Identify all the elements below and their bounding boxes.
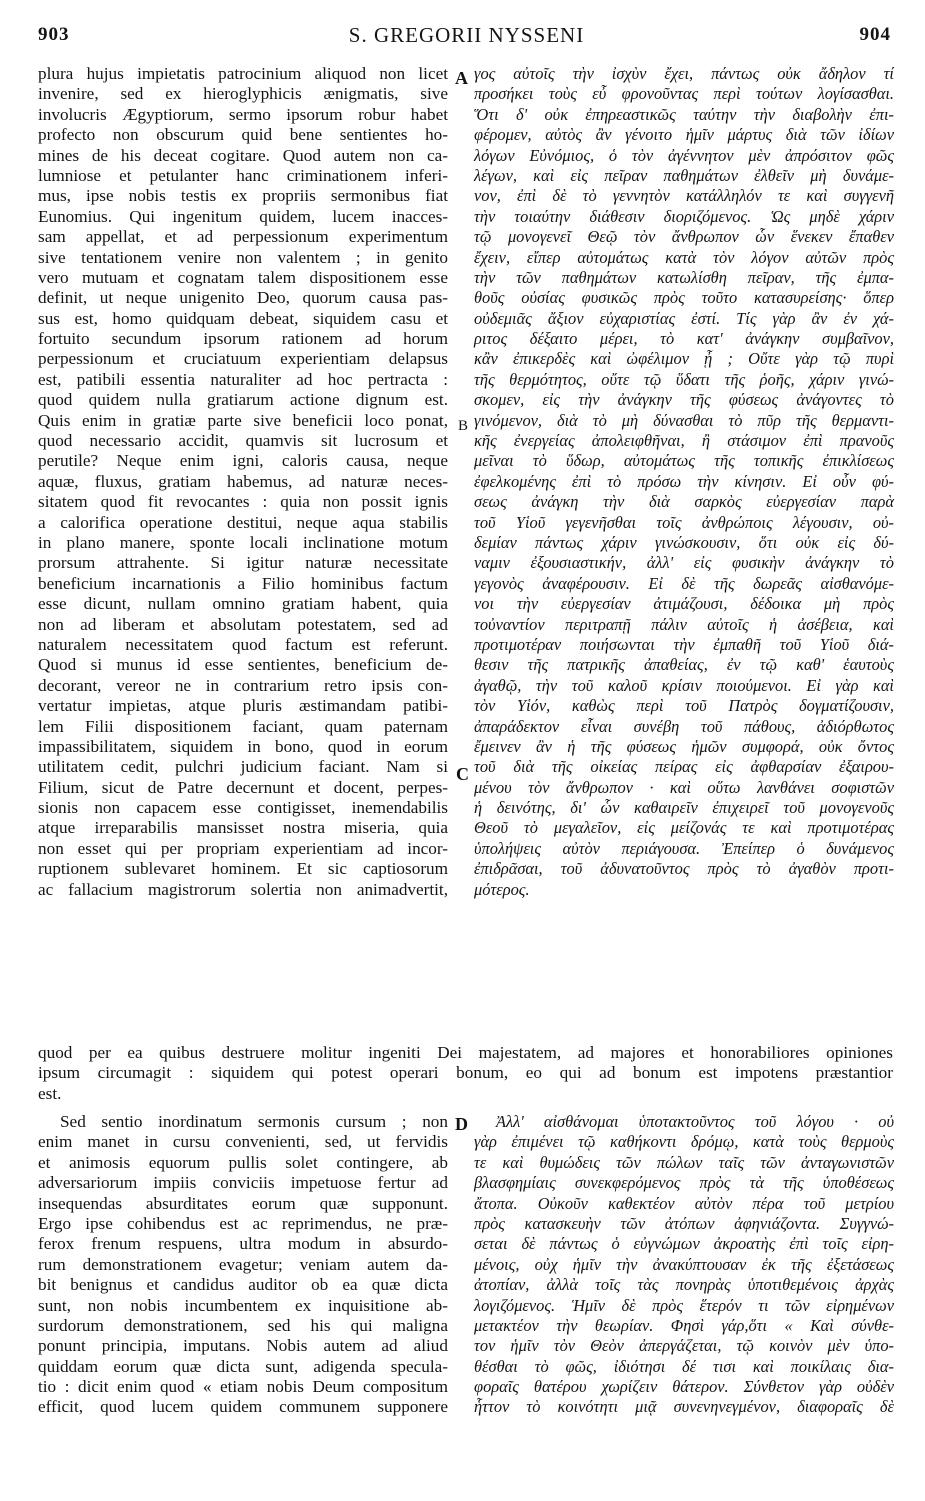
greek-text-line: τοῦ διὰ τῆς οἰκείας πείρας εἰς ἀφθαρσίαν ἐξαιρου- bbox=[474, 757, 894, 777]
greek-text-line: δεμίαν πάντως χάριν γινώσκουσιν, ὅτι οὐκ εἰς δύ- bbox=[474, 532, 894, 552]
margin-marker-a: A bbox=[455, 68, 468, 88]
latin-text-line: beneficium incarnationis a Filio hominibus factum bbox=[38, 573, 448, 593]
greek-text-line: ἄτοπα. Οὐκοῦν καθεκτέον αὐτὸν πέρα τοῦ μετρίου bbox=[474, 1193, 894, 1213]
right-column-number: 904 bbox=[859, 24, 891, 45]
greek-text-line: ριτος δέξαιτο μέρει, τὸ κατ' ἀνάγκην συμβαῖνον, bbox=[474, 329, 894, 349]
latin-text-line: et animosis equorum pullis solet contingere, ab bbox=[38, 1152, 448, 1172]
greek-text-line: λόγων Εὐνόμιος, ὁ τὸν ἀγέννητον μὲν ἀπρόσιτον φῶς bbox=[474, 145, 894, 165]
greek-text-line: βλασφημίαις συνεκφερόμενος πρὸς τὰ τῆς ὑποθέσεως bbox=[474, 1173, 894, 1193]
latin-text-line: lumniose et petulanter hanc criminationem inferi- bbox=[38, 165, 448, 185]
greek-text-line: Ἀλλ' αἰσθάνομαι ὑποτακτοῦντος τοῦ λόγου · οὐ bbox=[496, 1112, 894, 1131]
latin-column-section1 bbox=[38, 64, 448, 900]
latin-text-line: a calorifica operatione destitui, neque aqua stabilis bbox=[38, 512, 448, 532]
greek-text-line: προσήκει τοὺς εὖ φρονοῦντας περὶ τούτων λογίσασθαι. bbox=[474, 84, 894, 104]
latin-text-line: Filium, sicut de Patre decernunt et docent, perpes- bbox=[38, 777, 448, 797]
greek-text-line: φοραῖς θατέρου χωρίζειν θάτερον. Σύνθετον γὰρ οὐδὲν bbox=[474, 1377, 894, 1397]
greek-text-line: ἔχειν, εἴπερ αὐτομάτως κατὰ τὸν λόγον αὐτῶν πρὸς bbox=[474, 247, 894, 267]
greek-text-line: τῷ μονογενεῖ Θεῷ τὸν ἄνθρωπον ὧν ἕνεκεν ἔπαθεν bbox=[474, 227, 894, 247]
greek-text-line: νοι τὴν εὐεργεσίαν ἀτιμάζουσι, δέδοικα μὴ πρὸς bbox=[474, 594, 894, 614]
greek-column-section1 bbox=[474, 64, 894, 900]
latin-text-line: plura hujus impietatis patrocinium aliquod non licet bbox=[38, 64, 448, 83]
latin-text-line: perutile? Neque enim igni, caloris causa, neque bbox=[38, 451, 448, 471]
latin-text-line: Eunomius. Qui ingenitum quidem, lucem inacces- bbox=[38, 206, 448, 226]
latin-text-line: naturalem necessitatem quod factum est referunt. bbox=[38, 634, 448, 654]
latin-text-line: enim manet in cursu convenienti, sed, ut fervidis bbox=[38, 1132, 448, 1152]
running-title: S. GREGORII NYSSENI bbox=[348, 23, 585, 47]
greek-text-line: κῆς ἐνεργείας ἀπολειφθῆναι, ἢ στάσιμον ἐπὶ πρανοῦς bbox=[474, 431, 894, 451]
latin-text-line: bit benignus et candidus auditor ob ea quæ dicta bbox=[38, 1275, 448, 1295]
greek-text-line: τὴν τοιαύτην διάθεσιν διοριζόμενος. Ὡς μηδὲ χάριν bbox=[474, 206, 894, 226]
greek-text-line: μένοις, οὐχ ἡμῖν τὴν ἀνακύπτουσαν ἐκ τῆς ἐξετάσεως bbox=[474, 1254, 894, 1274]
latin-text-line: sus est, homo quidquam debeat, siquidem casu et bbox=[38, 308, 448, 328]
latin-text-line: profecto non obscurum quid bene sentientes ho- bbox=[38, 125, 448, 145]
greek-text-line: λογιζόμενος. Ἡμῖν δὲ πρὸς ἕτερόν τι τῶν εἰρημένων bbox=[474, 1295, 894, 1315]
latin-text-line: mus, ipse nobis testis ex propriis sermonibus fiat bbox=[38, 186, 448, 206]
greek-column-section2 bbox=[474, 1112, 894, 1418]
greek-text-line: ἀτοπίαν, ἀλλὰ τοῖς τὰς πονηρὰς ὑποτιθεμένοις ἀρχὰς bbox=[474, 1275, 894, 1295]
latin-text-line: invenire, sed ex hieroglyphicis ænigmatis, sive bbox=[38, 84, 448, 104]
greek-text-line: φέρομεν, αὐτὸς ἂν γένοιτο ἡμῖν μάρτυς διὰ τῶν ἰδίων bbox=[474, 125, 894, 145]
greek-text-line: σεται δὲ πάντως ὁ εὐγνώμων ἀκροατὴς ἐπὶ τοῖς εἰρη- bbox=[474, 1234, 894, 1254]
latin-text-line: mines de his deceat cogitare. Quod autem non ca- bbox=[38, 145, 448, 165]
greek-text-line: τῆς θερμότητος, οὔτε τῷ ὕδατι τῆς ῥοῆς, χάριν γινώ- bbox=[474, 369, 894, 389]
greek-text-line: νον, ἐπὶ δὲ τὸ γεννητὸν κατάλληλόν τε καὶ συγγενῆ bbox=[474, 186, 894, 206]
greek-text-line: ἡ δεινότης, δι' ὧν καθαιρεῖν ἐπιχειρεῖ τοῦ μονογενοῦς bbox=[474, 798, 894, 818]
latin-text-line: sionis non capacem esse contigisset, inemendabilis bbox=[38, 798, 448, 818]
latin-text-line: ponunt principia, imputans. Nobis autem ad aliud bbox=[38, 1336, 448, 1356]
greek-text-line: κἂν ἐπικερδὲς καὶ ὠφέλιμον ᾖ ; Οὔτε γὰρ τῷ πυρὶ bbox=[474, 349, 894, 369]
margin-marker-d: D bbox=[455, 1114, 468, 1134]
latin-text-line: perpessionum et cruciatuum experientiam delapsus bbox=[38, 349, 448, 369]
greek-text-line: τον ἡμῖν τὸν Θεὸν ἀπεργάζεται, τῷ κοινὸν μὲν ὑπο- bbox=[474, 1336, 894, 1356]
greek-text-line: γεγονὸς ἀναφέρουσιν. Εἰ δὲ τῆς δωρεᾶς αἰσθανόμε- bbox=[474, 573, 894, 593]
greek-text-line: προτιμοτέραν ποιήσωνται τὴν ἐμπαθῆ τοῦ Υἱοῦ διά- bbox=[474, 634, 894, 654]
latin-text-line: ac fallacium magistrorum solertia non animadvertit, bbox=[38, 879, 448, 899]
latin-text-line: tio : dicit enim quod « etiam nobis Deum compositum bbox=[38, 1377, 448, 1397]
latin-text-line: Quod si munus id esse sentientes, beneficium de- bbox=[38, 655, 448, 675]
latin-text-line: sitatem quod fit revocantes : quia non possit ignis bbox=[38, 492, 448, 512]
full-width-text-line: ipsum circumagit : siquidem qui potest operari bonum, eo qui ad bonum est impotens præstantior bbox=[38, 1063, 893, 1083]
latin-text-line: sive tentationem venire non valentem ; in genito bbox=[38, 247, 448, 267]
greek-text-line: ἔμεινεν ἂν ἡ τῆς φύσεως ἡμῶν συμφορά, οὐκ ὄντος bbox=[474, 736, 894, 756]
latin-text-line: efficit, quod lucem quidem communem supponere bbox=[38, 1397, 448, 1417]
greek-text-line: θέσθαι τὸ φῶς, ἰδιότησι δέ τισι καὶ ποικίλαις δια- bbox=[474, 1356, 894, 1376]
greek-text-line: Θεοῦ τὸ μεγαλεῖον, εἰς μείζονάς τε καὶ προτιμοτέρας bbox=[474, 818, 894, 838]
left-column-number: 903 bbox=[38, 24, 70, 45]
latin-text-line: sunt, non nobis incumbentem ex inquisitione ab- bbox=[38, 1295, 448, 1315]
latin-text-line: non esset qui per propriam experientiam ad incor- bbox=[38, 838, 448, 858]
latin-text-line: quod necessario accidit, quamvis sit lucrosum et bbox=[38, 431, 448, 451]
latin-text-line: surdorum demonstrationem, sed his qui maligna bbox=[38, 1315, 448, 1335]
latin-text-line: quod quidem nulla gratiarum actione dignum est. bbox=[38, 390, 448, 410]
full-width-text-line: est. bbox=[38, 1083, 62, 1103]
greek-text-line: ἀγαθῷ, τὴν τοῦ καλοῦ κρίσιν ποιούμενοι. Εἰ γὰρ καὶ bbox=[474, 675, 894, 695]
latin-text-line: in plano manere, sponte locali inclinatione motum bbox=[38, 532, 448, 552]
greek-text-line: τοὐναντίον περιτραπῇ πάλιν αὐτοῖς ἡ ἀσέβεια, καὶ bbox=[474, 614, 894, 634]
latin-text-line: impassibilitatem, siquidem in bono, quod in eorum bbox=[38, 736, 448, 756]
greek-text-line: ἀπαράδεκτον εἶναι συνέβη τοῦ πάθους, ἀδιόρθωτος bbox=[474, 716, 894, 736]
greek-text-line: πρὸς κατασκευὴν τῶν ἀτόπων ἀφηνιάζοντα. Συγγνώ- bbox=[474, 1213, 894, 1233]
latin-text-line: vertatur impietas, atque pluris æstimandam patibi- bbox=[38, 696, 448, 716]
latin-text-line: decorant, vereor ne in contrarium retro ipsis con- bbox=[38, 675, 448, 695]
greek-text-line: μετακτέον τὴν θεωρίαν. Φησὶ γάρ,ὅτι « Καὶ σύνθε- bbox=[474, 1315, 894, 1335]
latin-text-line: sam appellat, et ad perpessionum experimentum bbox=[38, 227, 448, 247]
latin-text-line: prorsum attrahente. Si igitur naturæ necessitate bbox=[38, 553, 448, 573]
latin-text-line: quiddam eorum quæ dicta sunt, adigenda specula- bbox=[38, 1356, 448, 1376]
greek-text-line: θοῦς οὐσίας φυσικῶς πρὸς τοῦτο κατασυρείσης· ὅπερ bbox=[474, 288, 894, 308]
latin-text-line: non ad liberam et absolutam potestatem, sed ad bbox=[38, 614, 448, 634]
latin-text-line: insequendas absurditates eorum quæ supponunt. bbox=[38, 1193, 448, 1213]
greek-text-line: μότερος. bbox=[474, 879, 530, 899]
greek-text-line: λέγων, καὶ εἰς πεῖραν παθημάτων ἐλθεῖν μὴ δυνάμε- bbox=[474, 165, 894, 185]
latin-text-line: est, patibili essentia naturaliter ad hoc pertracta : bbox=[38, 369, 448, 389]
greek-text-line: ἐφελκομένης ἐπὶ τὸ πρόσω τὴν κίνησιν. Εἰ οὖν φύ- bbox=[474, 471, 894, 491]
latin-text-line: aquæ, fluxus, gratiam habemus, ad naturæ neces- bbox=[38, 471, 448, 491]
page-header bbox=[38, 14, 895, 54]
greek-text-line: σκομεν, εἰς τὴν ἀνάγκην τῆς φύσεως ἀνάγοντες τὸ bbox=[474, 390, 894, 410]
latin-text-line: ferox frenum respuens, ultra modum in absurdo- bbox=[38, 1234, 448, 1254]
latin-text-line: Ergo ipse cohibendus est ac reprimendus, ne præ- bbox=[38, 1213, 448, 1233]
greek-text-line: οὐδεμιᾶς ἄξιον εὐχαριστίας ἐστί. Τίς γὰρ ἂν ἐν χά- bbox=[474, 308, 894, 328]
latin-text-line: rum demonstrationem evagetur; veniam autem da- bbox=[38, 1254, 448, 1274]
latin-text-line: definit, ut neque unigenito Deo, quorum causa pas- bbox=[38, 288, 448, 308]
latin-text-line: atque irreparabilis mansisset nostra miseria, quia bbox=[38, 818, 448, 838]
margin-marker-c: C bbox=[456, 764, 469, 784]
greek-text-line: ἐπιδρᾶσαι, τοῦ ἀδυνατοῦντος πρὸς τὸ ἀγαθὸν προτι- bbox=[474, 859, 894, 879]
latin-text-line: ruptionem sublevaret hominem. Et sic captiosorum bbox=[38, 859, 448, 879]
greek-text-line: γινόμενον, διὰ τὸ μὴ δύνασθαι τὸ πῦρ τῆς θερμαντι- bbox=[474, 410, 894, 430]
margin-marker-b: B bbox=[458, 418, 469, 434]
latin-text-line: lem Filii dispositionem faciant, quam paternam bbox=[38, 716, 448, 736]
latin-column-section2 bbox=[38, 1112, 448, 1418]
greek-text-line: Ὅτι δ' οὐκ ἐπηρεαστικῶς ταύτην τὴν διαβολὴν ἐπι- bbox=[474, 104, 894, 124]
latin-text-line: adversariorum impiis conviciis impetuose fertur ad bbox=[38, 1173, 448, 1193]
greek-text-line: τοῦ Υἱοῦ γεγενῆσθαι τοῖς ἀνθρώποις λέγουσιν, οὐ- bbox=[474, 512, 894, 532]
greek-text-line: μεῖναι τὸ ὕδωρ, αὐτομάτως τῆς τοπικῆς ἐπικλίσεως bbox=[474, 451, 894, 471]
latin-text-line: esse dicunt, nullam omnino gratiam habent, quia bbox=[38, 594, 448, 614]
greek-text-line: τὴν τῶν παθημάτων κατωλίσθη πεῖραν, τῆς ἐμπα- bbox=[474, 267, 894, 287]
greek-text-line: τε καὶ θυμώδεις τῶν πώλων ταῖς τῶν ἀνταγωνιστῶν bbox=[474, 1152, 894, 1172]
latin-text-line: utilitatem cedit, pulchri judicium faciant. Nam si bbox=[38, 757, 448, 777]
greek-text-line: ναμιν ἐξουσιαστικήν, ἀλλ' εἰς φυσικὴν ἀνάγκην τὸ bbox=[474, 553, 894, 573]
greek-text-line: ἧττον τὸ κοινότητι μιᾷ συνενηνεγμένον, διαφοραῖς δὲ bbox=[474, 1397, 894, 1417]
greek-text-line: ὑπολήψεις αὐτὸν περιάγουσα. Ἐπείπερ ὁ δυνάμενος bbox=[474, 838, 894, 858]
greek-text-line: γὰρ ἐπιμένει τῷ καθήκοντι δρόμῳ, κατὰ τοὺς θερμοὺς bbox=[474, 1132, 894, 1152]
latin-text-line: Quis enim in gratiæ parte sive beneficii loco ponat, bbox=[38, 410, 448, 430]
latin-text-line: fortuito secundum ipsorum rationem ad horum bbox=[38, 329, 448, 349]
latin-text-line: vero mutuam et cognatam talem dispositionem esse bbox=[38, 267, 448, 287]
greek-text-line: θεσιν τῆς πατρικῆς ἀπαθείας, ἐν τῷ καθ' ἑαυτοὺς bbox=[474, 655, 894, 675]
latin-text-line: Sed sentio inordinatum sermonis cursum ; non bbox=[60, 1112, 448, 1131]
latin-text-line: involucris Ægyptiorum, sermo ipsorum robur habet bbox=[38, 104, 448, 124]
full-width-text-line: quod per ea quibus destruere molitur ingeniti Dei majestatem, ad majores et honorabiliores opiniones bbox=[38, 1043, 893, 1062]
greek-text-line: σεως ἀνάγκη τὴν διὰ σαρκὸς εὐεργεσίαν παρὰ bbox=[474, 492, 894, 512]
full-width-latin-continuation bbox=[38, 1043, 893, 1104]
greek-text-line: μένου τὸν ἄνθρωπον · καὶ οὕτω λανθάνει σοφιστῶν bbox=[474, 777, 894, 797]
greek-text-line: τὸν Υἱόν, καθὼς περὶ τοῦ Πατρὸς δογματίζουσιν, bbox=[474, 696, 894, 716]
greek-text-line: γος αὐτοῖς τὴν ἰσχὺν ἔχει, πάντως οὐκ ἄδηλον τί bbox=[474, 64, 894, 83]
